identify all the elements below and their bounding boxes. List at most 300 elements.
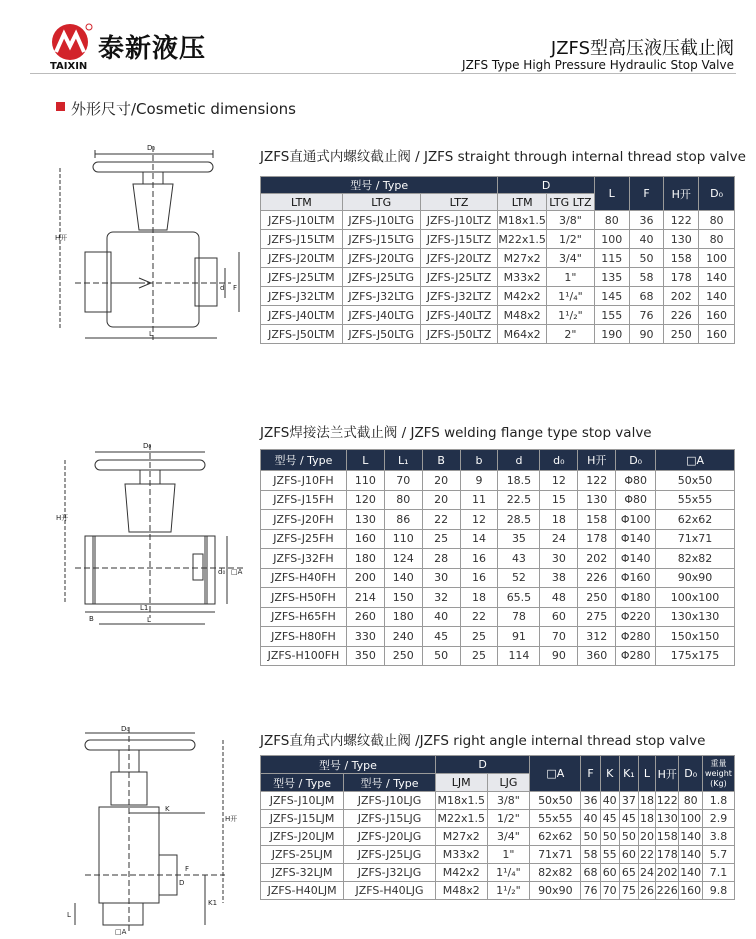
table-cell: 80 [699, 230, 735, 249]
table-cell: 80 [679, 792, 702, 810]
table-cell: 24 [638, 864, 655, 882]
table-cell: 76 [629, 306, 664, 325]
table-cell: Φ220 [616, 607, 656, 627]
table-cell: 50 [629, 249, 664, 268]
table-cell: 24 [540, 529, 578, 549]
table-cell: 25 [460, 627, 498, 647]
t2-head-cell: D₀ [616, 450, 656, 471]
table-cell: 1¹/₄" [487, 864, 530, 882]
dim-h-3: H开 [225, 815, 238, 823]
t3-head-weight-en: weight [704, 768, 732, 778]
table-cell: JZFS-J10LTG [342, 211, 420, 230]
table-cell: JZFS-J50LTM [261, 325, 343, 344]
table-cell: 36 [629, 211, 664, 230]
t2-head-cell: L₁ [384, 450, 422, 471]
table-cell: 45 [600, 810, 619, 828]
table-cell: 180 [346, 549, 384, 569]
table-cell: 55x55 [656, 490, 735, 510]
table-cell: 60 [619, 846, 638, 864]
table-cell: 18 [638, 792, 655, 810]
table-cell: 20 [422, 471, 460, 491]
brand-name-cn: 泰新液压 [98, 34, 207, 64]
table-cell: M64x2 [498, 325, 547, 344]
dim-f: F [233, 284, 238, 292]
table-cell: 9.8 [702, 882, 734, 900]
table-cell: 18.5 [498, 471, 540, 491]
table-cell: 202 [664, 287, 699, 306]
table-cell: 22 [638, 846, 655, 864]
table-cell: 2" [546, 325, 594, 344]
table-cell: 90x90 [530, 882, 581, 900]
table-cell: 214 [346, 588, 384, 608]
table-row [261, 588, 735, 608]
table-cell: 178 [578, 529, 616, 549]
table-cell: 16 [460, 568, 498, 588]
table-cell: 180 [384, 607, 422, 627]
table-cell: 12 [460, 510, 498, 530]
table-cell: 160 [699, 325, 735, 344]
table-row [261, 568, 735, 588]
table-cell: 60 [600, 864, 619, 882]
table-cell: 50 [600, 828, 619, 846]
table-cell: 155 [594, 306, 629, 325]
table-cell: Φ140 [616, 529, 656, 549]
table-cell: 124 [384, 549, 422, 569]
flange-valve-table [260, 449, 735, 666]
table-cell: 50x50 [656, 471, 735, 491]
table-cell: 18 [460, 588, 498, 608]
table-cell: JZFS-J10LTZ [420, 211, 498, 230]
table-cell: 2.9 [702, 810, 734, 828]
table-row [261, 882, 735, 900]
table-cell: M33x2 [435, 846, 487, 864]
t1-head-f: F [629, 177, 664, 211]
t3-head-weight-unit: (Kg) [710, 778, 727, 788]
table-row [261, 306, 735, 325]
table-cell: JZFS-J15LTM [261, 230, 343, 249]
table-cell: 160 [679, 882, 702, 900]
table-cell: JZFS-J25FH [261, 529, 347, 549]
t3-head-a: □A [530, 756, 581, 792]
table-cell: 100x100 [656, 588, 735, 608]
t2-head-cell: b [460, 450, 498, 471]
table-cell: 114 [498, 646, 540, 666]
table-cell: 50 [581, 828, 600, 846]
table-row [261, 249, 735, 268]
table-cell: 115 [594, 249, 629, 268]
table-cell: 22 [460, 607, 498, 627]
dim-l-2: L [147, 616, 151, 624]
t3-head-model: 型号 / Type [261, 756, 436, 774]
table-cell: Φ180 [616, 588, 656, 608]
table-cell: 250 [578, 588, 616, 608]
table-cell: 250 [664, 325, 699, 344]
t3-head-k1: K₁ [619, 756, 638, 792]
dim-a-3: □A [115, 928, 127, 935]
table-cell: 91 [498, 627, 540, 647]
dim-a: □A [231, 568, 243, 576]
table-cell: 226 [664, 306, 699, 325]
table-cell: 3/8" [487, 792, 530, 810]
table-cell: 200 [346, 568, 384, 588]
table-cell: JZFS-H40LJG [344, 882, 436, 900]
table-cell: 22 [422, 510, 460, 530]
table-cell: Φ160 [616, 568, 656, 588]
table-cell: 75 [619, 882, 638, 900]
table-row [261, 792, 735, 810]
t2-head-cell: d₀ [540, 450, 578, 471]
dim-d0-small: d₀ [218, 568, 226, 576]
table-row [261, 810, 735, 828]
table-cell: 55 [600, 846, 619, 864]
page-title-en: JZFS Type High Pressure Hydraulic Stop Valve [462, 58, 734, 72]
table-cell: JZFS-H80FH [261, 627, 347, 647]
table-cell: 90x90 [656, 568, 735, 588]
table-row [261, 490, 735, 510]
t3-head-ljm-type: 型号 / Type [261, 774, 344, 792]
table-row [261, 549, 735, 569]
table-cell: 150x150 [656, 627, 735, 647]
table-cell: 275 [578, 607, 616, 627]
table-cell: JZFS-J20LTM [261, 249, 343, 268]
table-cell: M42x2 [435, 864, 487, 882]
table-cell: 3.8 [702, 828, 734, 846]
table-cell: 350 [346, 646, 384, 666]
table-cell: 26 [638, 882, 655, 900]
table-cell: 7.1 [702, 864, 734, 882]
angle-valve-drawing [55, 725, 255, 935]
table-cell: 37 [619, 792, 638, 810]
table-cell: 130 [664, 230, 699, 249]
table-cell: 38 [540, 568, 578, 588]
table-cell: 202 [578, 549, 616, 569]
table-cell: 18 [540, 510, 578, 530]
table-cell: 30 [540, 549, 578, 569]
table-row [261, 864, 735, 882]
table-cell: 36 [581, 792, 600, 810]
table-cell: 40 [600, 792, 619, 810]
t1-head-ltg: LTG [342, 194, 420, 211]
table-cell: 35 [498, 529, 540, 549]
table-cell: M27x2 [498, 249, 547, 268]
table-row [261, 828, 735, 846]
table-cell: JZFS-J50LTG [342, 325, 420, 344]
table-cell: 50x50 [530, 792, 581, 810]
table-cell: 86 [384, 510, 422, 530]
table-cell: 40 [629, 230, 664, 249]
t3-head-ljg: LJG [487, 774, 530, 792]
table-cell: JZFS-H65FH [261, 607, 347, 627]
table-cell: JZFS-J32LTZ [420, 287, 498, 306]
table-row [261, 627, 735, 647]
t3-head-ljm: LJM [435, 774, 487, 792]
table-cell: 1" [487, 846, 530, 864]
straight-valve-drawing [55, 140, 245, 360]
t3-head-weight-cn: 重量 [710, 758, 727, 768]
table-cell: JZFS-J40LTM [261, 306, 343, 325]
table-row [261, 646, 735, 666]
t3-head-weight [702, 756, 734, 792]
table-row [261, 529, 735, 549]
t3-head-l: L [638, 756, 655, 792]
table-cell: 18 [638, 810, 655, 828]
table-cell: 130 [578, 490, 616, 510]
dim-d0-2: D₀ [143, 442, 152, 450]
t3-head-ljg-type: 型号 / Type [344, 774, 436, 792]
table-cell: 130 [346, 510, 384, 530]
table-cell: 190 [594, 325, 629, 344]
table-cell: M22x1.5 [498, 230, 547, 249]
table-cell: 1¹/₂" [546, 306, 594, 325]
table-cell: 1" [546, 268, 594, 287]
table-cell: 70 [540, 627, 578, 647]
table-cell: 62x62 [656, 510, 735, 530]
table-cell: JZFS-H50FH [261, 588, 347, 608]
table-cell: Φ280 [616, 646, 656, 666]
table-cell: JZFS-J25LTG [342, 268, 420, 287]
table-cell: 82x82 [656, 549, 735, 569]
table-cell: 140 [699, 268, 735, 287]
dim-d-3: D [179, 879, 185, 887]
table-cell: 28 [422, 549, 460, 569]
t1-head-ltm: LTM [261, 194, 343, 211]
table-cell: 65 [619, 864, 638, 882]
table-cell: JZFS-J32LTG [342, 287, 420, 306]
table-cell: 40 [422, 607, 460, 627]
dim-d: d [220, 284, 225, 292]
table-row [261, 211, 735, 230]
table-cell: JZFS-J40LTG [342, 306, 420, 325]
straight-valve-table [260, 176, 735, 344]
table-cell: 50 [619, 828, 638, 846]
table-cell: 62x62 [530, 828, 581, 846]
table-cell: Φ80 [616, 490, 656, 510]
table-cell: JZFS-J15LTG [342, 230, 420, 249]
section-marker [56, 102, 65, 111]
t3-head-d: D [435, 756, 529, 774]
table-cell: 1.8 [702, 792, 734, 810]
table-cell: 226 [656, 882, 679, 900]
table-cell: Φ140 [616, 549, 656, 569]
table-cell: M33x2 [498, 268, 547, 287]
table-cell: JZFS-J25LJG [344, 846, 436, 864]
table-cell: 14 [460, 529, 498, 549]
header-divider [30, 73, 736, 74]
table-cell: JZFS-J20LJM [261, 828, 344, 846]
t3-head-d0: D₀ [679, 756, 702, 792]
table-cell: 100 [699, 249, 735, 268]
table-cell: 28.5 [498, 510, 540, 530]
dim-l-3: L [67, 911, 71, 919]
table-cell: 25 [422, 529, 460, 549]
table-cell: M48x2 [498, 306, 547, 325]
table-row [261, 287, 735, 306]
table-row [261, 607, 735, 627]
table-cell: 260 [346, 607, 384, 627]
table-cell: 110 [384, 529, 422, 549]
dim-h-2: H开 [56, 514, 69, 522]
table-cell: 120 [346, 490, 384, 510]
table-cell: 226 [578, 568, 616, 588]
table-cell: JZFS-J32FH [261, 549, 347, 569]
table-cell: 312 [578, 627, 616, 647]
table3-title: JZFS直角式内螺纹截止阀 /JZFS right angle internal thread stop valve [260, 733, 706, 749]
table-cell: 178 [656, 846, 679, 864]
dim-k: K [165, 805, 170, 813]
table-cell: 1¹/₄" [546, 287, 594, 306]
table-cell: JZFS-J10LTM [261, 211, 343, 230]
table-cell: 122 [656, 792, 679, 810]
table-cell: 330 [346, 627, 384, 647]
table-row [261, 230, 735, 249]
table-cell: 1/2" [546, 230, 594, 249]
table-cell: 100 [594, 230, 629, 249]
t2-head-cell: L [346, 450, 384, 471]
table-cell: 65.5 [498, 588, 540, 608]
table-cell: 78 [498, 607, 540, 627]
table-cell: 70 [600, 882, 619, 900]
table1-title: JZFS直通式内螺纹截止阀 / JZFS straight through internal thread stop valve [260, 149, 746, 165]
table-cell: 140 [679, 864, 702, 882]
dim-d0: D₀ [147, 144, 156, 152]
table-cell: 158 [664, 249, 699, 268]
table-cell: 68 [581, 864, 600, 882]
table-row [261, 510, 735, 530]
table-cell: 150 [384, 588, 422, 608]
dim-d0-3: D₀ [121, 725, 130, 733]
table-cell: Φ280 [616, 627, 656, 647]
table-cell: 40 [581, 810, 600, 828]
table-cell: 76 [581, 882, 600, 900]
table-cell: 60 [540, 607, 578, 627]
dim-f-3: F [185, 865, 190, 873]
table-cell: 32 [422, 588, 460, 608]
table-cell: 16 [460, 549, 498, 569]
t1-head-d: D [498, 177, 594, 194]
table-cell: 90 [629, 325, 664, 344]
t1-head-d0: D₀ [699, 177, 735, 211]
dim-k1: K1 [208, 899, 218, 907]
table-cell: 20 [638, 828, 655, 846]
table-cell: JZFS-J32LTM [261, 287, 343, 306]
table2-title: JZFS焊接法兰式截止阀 / JZFS welding flange type stop valve [260, 425, 652, 441]
table-cell: 250 [384, 646, 422, 666]
table-cell: JZFS-H40FH [261, 568, 347, 588]
table-cell: 140 [679, 828, 702, 846]
table-cell: M27x2 [435, 828, 487, 846]
taixin-logo-icon [50, 22, 94, 62]
table-cell: 30 [422, 568, 460, 588]
table-cell: 45 [619, 810, 638, 828]
table-cell: 82x82 [530, 864, 581, 882]
t2-head-cell: d [498, 450, 540, 471]
table-cell: 122 [578, 471, 616, 491]
table-cell: JZFS-25LJM [261, 846, 344, 864]
table-cell: JZFS-J10FH [261, 471, 347, 491]
dim-h: H开 [55, 234, 68, 242]
t2-head-cell: H开 [578, 450, 616, 471]
table-cell: 140 [699, 287, 735, 306]
table-cell: 110 [346, 471, 384, 491]
table-cell: 3/4" [487, 828, 530, 846]
table-cell: 140 [384, 568, 422, 588]
table-cell: 90 [540, 646, 578, 666]
table-cell: 1¹/₂" [487, 882, 530, 900]
table-cell: 240 [384, 627, 422, 647]
table-cell: JZFS-J20LTZ [420, 249, 498, 268]
t2-head-cell: □A [656, 450, 735, 471]
table-cell: 360 [578, 646, 616, 666]
table-row [261, 471, 735, 491]
angle-valve-table [260, 755, 735, 900]
t1-head-h: H开 [664, 177, 699, 211]
t2-head-cell: B [422, 450, 460, 471]
dim-b: B [89, 615, 94, 623]
table-cell: 175x175 [656, 646, 735, 666]
t2-head-cell: 型号 / Type [261, 450, 347, 471]
table-cell: 71x71 [530, 846, 581, 864]
table-cell: 1/2" [487, 810, 530, 828]
table-cell: 25 [460, 646, 498, 666]
table-cell: 9 [460, 471, 498, 491]
table-cell: 58 [629, 268, 664, 287]
table-cell: M48x2 [435, 882, 487, 900]
t1-head-ltgltz: LTG LTZ [546, 194, 594, 211]
table-cell: JZFS-J50LTZ [420, 325, 498, 344]
table-cell: JZFS-J20FH [261, 510, 347, 530]
t1-head-l: L [594, 177, 629, 211]
table-cell: JZFS-J10LJG [344, 792, 436, 810]
table-cell: JZFS-J25LTM [261, 268, 343, 287]
table-cell: JZFS-J32LJG [344, 864, 436, 882]
table-row [261, 268, 735, 287]
table-cell: 158 [578, 510, 616, 530]
table-cell: Φ100 [616, 510, 656, 530]
dim-l: L [149, 330, 153, 338]
table-cell: JZFS-H40LJM [261, 882, 344, 900]
table-cell: 140 [679, 846, 702, 864]
table-cell: JZFS-J15FH [261, 490, 347, 510]
table-cell: 80 [699, 211, 735, 230]
table-cell: 80 [594, 211, 629, 230]
table-cell: 145 [594, 287, 629, 306]
table-cell: 5.7 [702, 846, 734, 864]
table-cell: 3/4" [546, 249, 594, 268]
table-cell: 45 [422, 627, 460, 647]
t1-head-ltm2: LTM [498, 194, 547, 211]
table-cell: M18x1.5 [435, 792, 487, 810]
table-cell: 22.5 [498, 490, 540, 510]
table-cell: 130 [656, 810, 679, 828]
table-row [261, 846, 735, 864]
table-cell: 71x71 [656, 529, 735, 549]
table-cell: 3/8" [546, 211, 594, 230]
table-cell: JZFS-32LJM [261, 864, 344, 882]
table-cell: M42x2 [498, 287, 547, 306]
table-cell: JZFS-J40LTZ [420, 306, 498, 325]
table-cell: 135 [594, 268, 629, 287]
table-cell: M18x1.5 [498, 211, 547, 230]
dim-l1: L1 [140, 604, 149, 612]
table-cell: 50 [422, 646, 460, 666]
table-cell: 55x55 [530, 810, 581, 828]
table-cell: 202 [656, 864, 679, 882]
flange-valve-drawing [55, 440, 255, 630]
brand-name-en: TAIXIN [50, 61, 88, 72]
page-title-cn: JZFS型高压液压截止阀 [550, 38, 734, 59]
table-cell: JZFS-J20LTG [342, 249, 420, 268]
t3-head-h: H开 [656, 756, 679, 792]
